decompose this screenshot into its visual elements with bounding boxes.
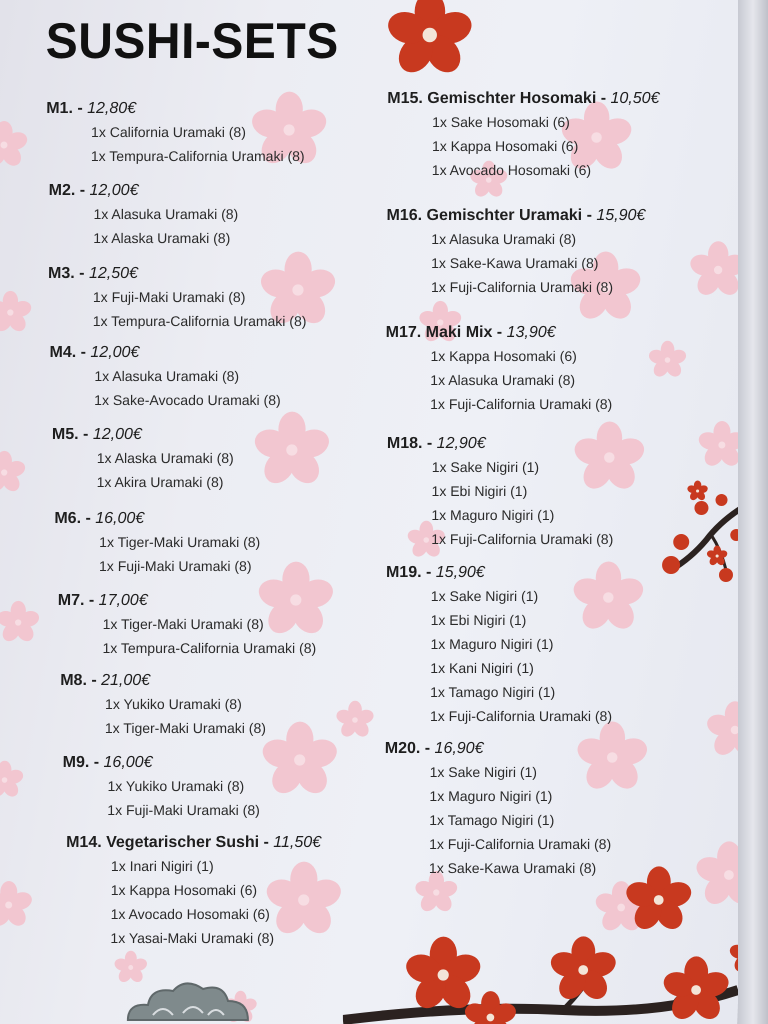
set-price: 16,00€ xyxy=(95,510,145,527)
set-item: 1x Kappa Hosomaki (6) xyxy=(431,138,579,154)
set-header xyxy=(385,738,612,760)
set-code: M9. xyxy=(62,754,90,771)
set-item: 1x Sake Nigiri (1) xyxy=(431,459,540,475)
set-separator: - xyxy=(78,426,93,443)
pink-blossom-icon xyxy=(688,240,745,300)
set-item: 1x Maguro Nigiri (1) xyxy=(431,507,555,523)
set-price: 11,50€ xyxy=(273,834,322,851)
menu-set-m7 xyxy=(57,590,316,660)
set-price: 17,00€ xyxy=(98,592,148,609)
set-item: 1x Ebi Nigiri (1) xyxy=(430,612,527,628)
set-item: 1x Alasuka Uramaki (8) xyxy=(93,206,239,222)
set-item: 1x Tempura-California Uramaki (8) xyxy=(90,148,305,164)
set-price: 13,90€ xyxy=(506,324,556,341)
menu-set-m17 xyxy=(385,322,613,416)
menu-set-m19 xyxy=(385,562,613,728)
set-name: Maki Mix xyxy=(425,324,493,341)
pink-blossom-icon xyxy=(647,340,687,380)
set-code: M4. xyxy=(49,344,77,361)
menu-set-m6 xyxy=(54,508,261,578)
set-item: 1x Sake-Avocado Uramaki (8) xyxy=(94,392,281,408)
set-code: M6. xyxy=(54,510,82,527)
set-item: 1x Tamago Nigiri (1) xyxy=(429,812,555,828)
set-header xyxy=(66,832,321,854)
set-code: M1. xyxy=(46,100,73,117)
set-header xyxy=(46,98,305,120)
set-item: 1x Sake-Kawa Uramaki (8) xyxy=(431,255,599,271)
set-item: 1x Tiger-Maki Uramaki (8) xyxy=(104,720,267,736)
set-separator: - xyxy=(72,100,88,117)
set-item: 1x California Uramaki (8) xyxy=(91,124,246,140)
set-header xyxy=(63,752,261,774)
set-price: 12,00€ xyxy=(92,426,142,443)
menu-title: SUSHI-SETS xyxy=(45,13,339,70)
menu-set-m5 xyxy=(52,424,234,494)
set-separator: - xyxy=(259,834,274,851)
set-item: 1x Sake Hosomaki (6) xyxy=(432,114,570,130)
set-item: 1x Tempura-California Uramaki (8) xyxy=(92,313,307,329)
red-flower-icon xyxy=(463,990,518,1024)
menu-set-m8 xyxy=(60,670,267,740)
set-separator: - xyxy=(89,754,104,771)
set-separator: - xyxy=(596,90,611,107)
set-code: M7. xyxy=(57,592,85,609)
set-item: 1x Fuji-Maki Uramaki (8) xyxy=(92,289,246,305)
set-item: 1x Alaska Uramaki (8) xyxy=(93,230,231,246)
set-header xyxy=(386,322,613,344)
set-item: 1x Fuji-California Uramaki (8) xyxy=(429,708,613,724)
set-item: 1x Kani Nigiri (1) xyxy=(430,660,534,676)
set-item: 1x Akira Uramaki (8) xyxy=(96,474,224,490)
menu-set-m16 xyxy=(386,205,645,299)
set-code: M16. xyxy=(386,207,423,224)
set-header xyxy=(386,205,645,227)
set-separator: - xyxy=(84,592,99,609)
set-code: M17. xyxy=(385,324,422,341)
set-item: 1x Yukiko Uramaki (8) xyxy=(107,778,245,794)
set-item: 1x Yasai-Maki Uramaki (8) xyxy=(110,930,275,946)
pink-blossom-icon xyxy=(0,880,34,930)
set-item: 1x Avocado Hosomaki (6) xyxy=(110,906,270,922)
pink-blossom-icon xyxy=(0,600,41,645)
pink-blossom-icon xyxy=(0,760,25,800)
set-price: 12,80€ xyxy=(87,100,137,117)
set-header xyxy=(49,342,281,364)
set-item: 1x Kappa Hosomaki (6) xyxy=(430,348,577,364)
set-header xyxy=(60,670,266,692)
red-flower-icon xyxy=(548,935,618,1005)
set-name: Gemischter Hosomaki xyxy=(427,90,597,107)
pink-blossom-icon xyxy=(252,410,333,490)
set-item: 1x Alasuka Uramaki (8) xyxy=(431,231,577,247)
set-header xyxy=(54,508,260,530)
set-item: 1x Maguro Nigiri (1) xyxy=(429,788,553,804)
pink-blossom-icon xyxy=(335,700,375,740)
set-header xyxy=(58,590,317,612)
set-item: 1x Fuji-California Uramaki (8) xyxy=(430,396,613,412)
set-code: M3. xyxy=(48,265,75,282)
menu-set-m14 xyxy=(65,832,321,950)
set-item: 1x Alaska Uramaki (8) xyxy=(96,450,234,466)
set-separator: - xyxy=(76,344,91,361)
set-header xyxy=(386,562,613,584)
set-code: M20. xyxy=(384,740,421,757)
set-code: M15. xyxy=(387,90,423,107)
set-price: 15,90€ xyxy=(435,564,485,581)
red-flower-top-icon xyxy=(384,0,475,80)
set-code: M5. xyxy=(51,426,79,443)
cloud-ornament-icon xyxy=(123,975,253,1024)
set-header xyxy=(49,180,239,202)
set-item: 1x Avocado Hosomaki (6) xyxy=(431,162,592,178)
menu-set-m15 xyxy=(387,88,660,182)
set-name: Vegetarischer Sushi xyxy=(106,834,260,851)
set-item: 1x Inari Nigiri (1) xyxy=(110,858,214,874)
pink-blossom-icon xyxy=(0,290,33,335)
set-item: 1x Tempura-California Uramaki (8) xyxy=(102,640,317,656)
menu-set-m4 xyxy=(49,342,281,412)
set-separator: - xyxy=(74,265,90,282)
set-price: 16,90€ xyxy=(434,740,484,757)
set-price: 10,50€ xyxy=(610,90,660,107)
set-item: 1x Maguro Nigiri (1) xyxy=(430,636,554,652)
set-separator: - xyxy=(75,182,90,199)
red-flower-icon xyxy=(706,545,728,567)
set-header xyxy=(387,88,659,110)
set-separator: - xyxy=(80,510,96,527)
set-separator: - xyxy=(421,564,436,581)
set-item: 1x Fuji-California Uramaki (8) xyxy=(430,279,614,295)
set-item: 1x Tiger-Maki Uramaki (8) xyxy=(102,616,264,632)
set-item: 1x Ebi Nigiri (1) xyxy=(431,483,528,499)
set-item: 1x Yukiko Uramaki (8) xyxy=(105,696,242,712)
menu-set-m20 xyxy=(384,738,612,880)
menu-set-m3 xyxy=(48,263,307,333)
set-price: 16,00€ xyxy=(103,754,153,771)
set-separator: - xyxy=(422,435,437,452)
red-flower-icon xyxy=(686,480,708,502)
set-separator: - xyxy=(492,324,507,341)
set-separator: - xyxy=(86,672,102,689)
pink-blossom-icon xyxy=(259,720,340,800)
set-price: 21,00€ xyxy=(101,672,151,689)
set-item: 1x Kappa Hosomaki (6) xyxy=(110,882,258,898)
set-code: M8. xyxy=(60,672,87,689)
set-price: 15,90€ xyxy=(596,207,646,224)
set-item: 1x Tiger-Maki Uramaki (8) xyxy=(99,534,261,550)
set-code: M19. xyxy=(385,564,422,581)
set-item: 1x Sake Nigiri (1) xyxy=(430,588,539,604)
set-price: 12,50€ xyxy=(88,265,138,282)
set-price: 12,90€ xyxy=(436,435,486,452)
red-flower-icon xyxy=(661,955,731,1024)
sheet-edge xyxy=(738,0,768,1024)
menu-set-m18 xyxy=(386,433,614,551)
set-item: 1x Tamago Nigiri (1) xyxy=(430,684,556,700)
set-name: Gemischter Uramaki xyxy=(426,207,583,224)
set-separator: - xyxy=(420,740,435,757)
set-header xyxy=(48,263,307,285)
red-flower-icon xyxy=(623,865,693,935)
set-item: 1x Sake Nigiri (1) xyxy=(429,764,538,780)
set-item: 1x Alasuka Uramaki (8) xyxy=(94,368,240,384)
set-item: 1x Fuji-Maki Uramaki (8) xyxy=(107,802,260,818)
set-item: 1x Alasuka Uramaki (8) xyxy=(430,372,576,388)
set-header xyxy=(52,424,234,446)
set-separator: - xyxy=(582,207,597,224)
set-code: M2. xyxy=(48,182,76,199)
pink-blossom-icon xyxy=(0,450,27,495)
set-code: M18. xyxy=(386,435,423,452)
set-price: 12,00€ xyxy=(89,182,139,199)
set-item: 1x Sake-Kawa Uramaki (8) xyxy=(428,860,597,876)
set-price: 12,00€ xyxy=(90,344,140,361)
set-item: 1x Fuji-Maki Uramaki (8) xyxy=(98,558,252,574)
menu-set-m2 xyxy=(48,180,238,250)
set-header xyxy=(387,433,614,455)
set-item: 1x Fuji-California Uramaki (8) xyxy=(429,836,612,852)
menu-set-m9 xyxy=(62,752,260,822)
menu-set-m1 xyxy=(46,98,305,168)
pink-blossom-icon xyxy=(0,120,29,170)
set-item: 1x Fuji-California Uramaki (8) xyxy=(431,531,614,547)
set-code: M14. xyxy=(66,834,102,851)
